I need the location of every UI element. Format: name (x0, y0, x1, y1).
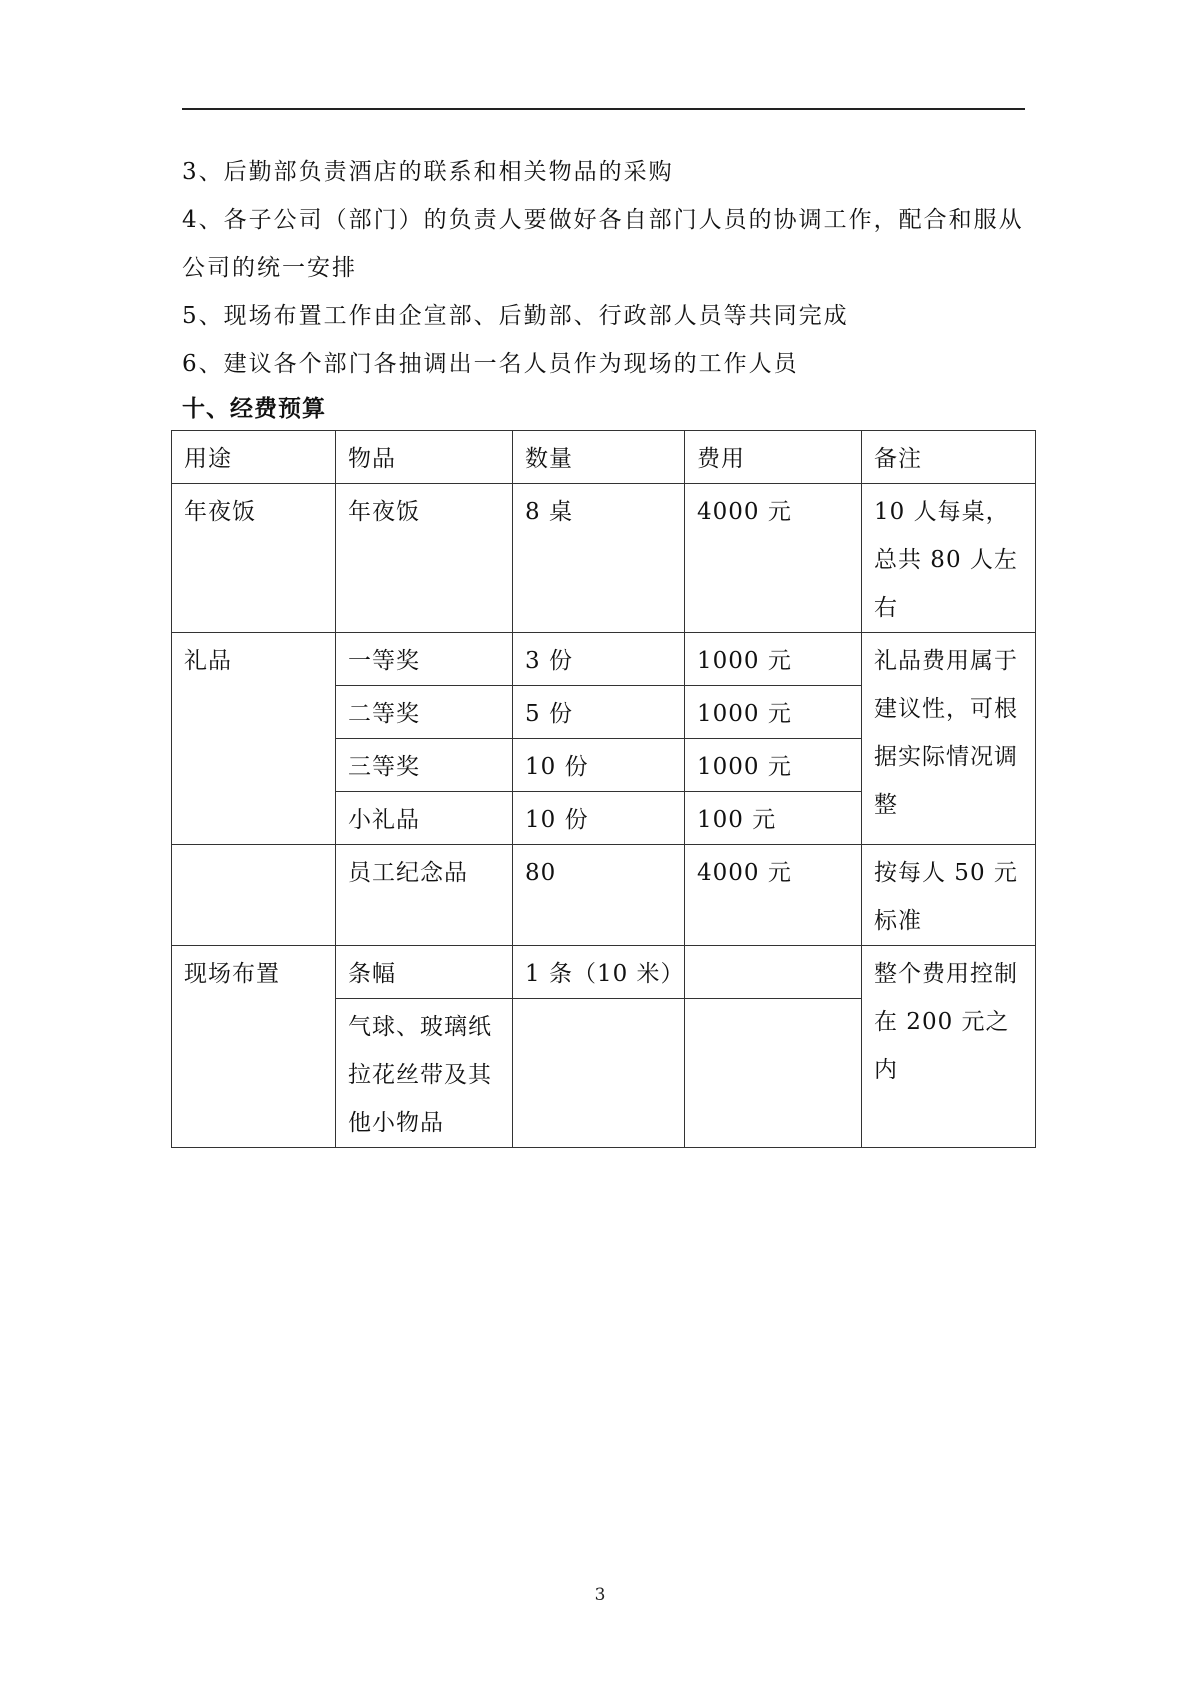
page-number: 3 (594, 1585, 606, 1605)
cell-item: 年夜饭 (336, 484, 513, 633)
cell-quantity: 8 桌 (513, 484, 685, 633)
cell-cost (685, 946, 862, 999)
cell-quantity: 10 份 (513, 792, 685, 845)
cell-quantity: 80 (513, 845, 685, 946)
cell-item: 三等奖 (336, 739, 513, 792)
cell-quantity (513, 999, 685, 1148)
cell-cost: 4000 元 (685, 484, 862, 633)
paragraph-item-4: 4、各子公司（部门）的负责人要做好各自部门人员的协调工作，配合和服从公司的统一安排 (182, 207, 1024, 281)
section-heading-budget: 十、经费预算 (182, 396, 326, 422)
cell-item: 二等奖 (336, 686, 513, 739)
cell-note: 按每人 50 元标准 (862, 845, 1036, 946)
header-purpose: 用途 (172, 431, 336, 484)
cell-purpose: 年夜饭 (172, 484, 336, 633)
paragraph-item-6: 6、建议各个部门各抽调出一名人员作为现场的工作人员 (182, 351, 799, 377)
table-row (172, 946, 1036, 999)
cell-quantity: 10 份 (513, 739, 685, 792)
cell-purpose: 现场布置 (172, 946, 336, 1148)
cell-item: 小礼品 (336, 792, 513, 845)
paragraph-item-5: 5、现场布置工作由企宣部、后勤部、行政部人员等共同完成 (182, 303, 849, 329)
table-row (172, 484, 1036, 633)
cell-item: 员工纪念品 (336, 845, 513, 946)
cell-note: 礼品费用属于建议性，可根据实际情况调整 (862, 633, 1036, 845)
header-quantity: 数量 (513, 431, 685, 484)
cell-quantity: 5 份 (513, 686, 685, 739)
header-cost: 费用 (685, 431, 862, 484)
cell-quantity: 3 份 (513, 633, 685, 686)
header-rule (182, 108, 1025, 110)
cell-cost: 1000 元 (685, 739, 862, 792)
cell-item: 一等奖 (336, 633, 513, 686)
header-note: 备注 (862, 431, 1036, 484)
budget-table (171, 430, 1036, 1148)
cell-cost: 1000 元 (685, 686, 862, 739)
cell-cost: 1000 元 (685, 633, 862, 686)
cell-item: 气球、玻璃纸拉花丝带及其他小物品 (336, 999, 513, 1148)
cell-cost: 4000 元 (685, 845, 862, 946)
cell-item: 条幅 (336, 946, 513, 999)
cell-quantity: 1 条（10 米） (513, 946, 685, 999)
cell-purpose: 礼品 (172, 633, 336, 845)
cell-note: 10 人每桌，总共 80 人左右 (862, 484, 1036, 633)
paragraph-item-3: 3、后勤部负责酒店的联系和相关物品的采购 (182, 159, 674, 185)
document-body (182, 148, 1028, 426)
table-header-row (172, 431, 1036, 484)
cell-purpose (172, 845, 336, 946)
cell-cost (685, 999, 862, 1148)
cell-cost: 100 元 (685, 792, 862, 845)
table-row (172, 633, 1036, 686)
table-row (172, 845, 1036, 946)
header-item: 物品 (336, 431, 513, 484)
cell-note: 整个费用控制在 200 元之内 (862, 946, 1036, 1148)
